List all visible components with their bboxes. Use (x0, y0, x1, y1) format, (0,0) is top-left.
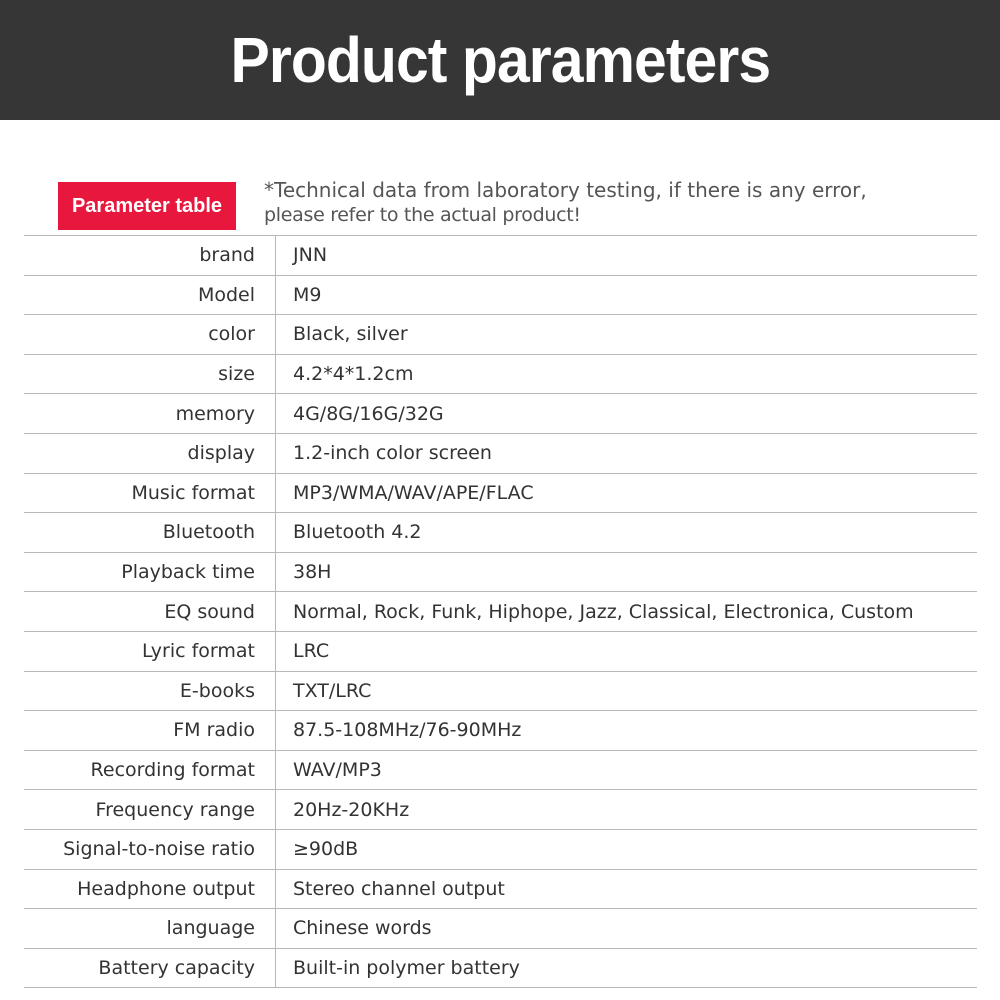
param-label: display (24, 434, 276, 473)
param-value: WAV/MP3 (293, 759, 382, 782)
table-row (24, 909, 977, 949)
param-label: Frequency range (24, 790, 276, 829)
param-value: Built-in polymer battery (293, 956, 520, 979)
param-value: M9 (293, 283, 322, 306)
table-row (24, 870, 977, 910)
param-value: Bluetooth 4.2 (293, 521, 422, 544)
table-row (24, 553, 977, 593)
table-row (24, 592, 977, 632)
param-label: Music format (24, 474, 276, 513)
param-label: Playback time (24, 553, 276, 592)
param-label: color (24, 315, 276, 354)
table-row (24, 276, 977, 316)
table-row (24, 315, 977, 355)
param-value: JNN (293, 244, 328, 267)
param-value: 1.2-inch color screen (293, 442, 492, 465)
table-row (24, 355, 977, 395)
param-label: Recording format (24, 751, 276, 790)
param-label: Headphone output (24, 870, 276, 909)
param-label: FM radio (24, 711, 276, 750)
page-title: Product parameters (230, 24, 770, 96)
param-label: language (24, 909, 276, 948)
disclaimer-line-2: please refer to the actual product! (264, 204, 581, 226)
param-value: Normal, Rock, Funk, Hiphope, Jazz, Classical, Electronica, Custom (293, 600, 914, 623)
param-value: TXT/LRC (293, 679, 372, 702)
table-row (24, 790, 977, 830)
param-label: Signal-to-noise ratio (24, 830, 276, 869)
parameter-table (24, 235, 977, 988)
param-value: Black, silver (293, 323, 408, 346)
param-value: 4G/8G/16G/32G (293, 402, 444, 425)
disclaimer-note (264, 178, 984, 228)
table-row (24, 474, 977, 514)
table-row (24, 513, 977, 553)
param-value: 20Hz-20KHz (293, 798, 410, 821)
table-row (24, 236, 977, 276)
header-banner (0, 0, 1000, 120)
table-row (24, 830, 977, 870)
table-row (24, 751, 977, 791)
param-value: Stereo channel output (293, 877, 505, 900)
table-row (24, 394, 977, 434)
param-value: MP3/WMA/WAV/APE/FLAC (293, 481, 534, 504)
param-value: 38H (293, 561, 332, 584)
param-value: LRC (293, 640, 330, 663)
table-row (24, 949, 977, 989)
param-value: 87.5-108MHz/76-90MHz (293, 719, 522, 742)
param-label: brand (24, 236, 276, 275)
param-label: EQ sound (24, 592, 276, 631)
table-row (24, 434, 977, 474)
parameter-table-tag: Parameter table (58, 182, 236, 230)
param-label: E-books (24, 672, 276, 711)
param-label: Bluetooth (24, 513, 276, 552)
table-row (24, 632, 977, 672)
param-label: Lyric format (24, 632, 276, 671)
param-label: memory (24, 394, 276, 433)
param-value: 4.2*4*1.2cm (293, 363, 414, 386)
disclaimer-line-1: *Technical data from laboratory testing, if there is any error, (264, 178, 867, 202)
param-value: ≥90dB (293, 838, 359, 861)
param-label: Model (24, 276, 276, 315)
param-label: Battery capacity (24, 949, 276, 988)
table-row (24, 711, 977, 751)
param-label: size (24, 355, 276, 394)
param-value: Chinese words (293, 917, 432, 940)
table-row (24, 672, 977, 712)
